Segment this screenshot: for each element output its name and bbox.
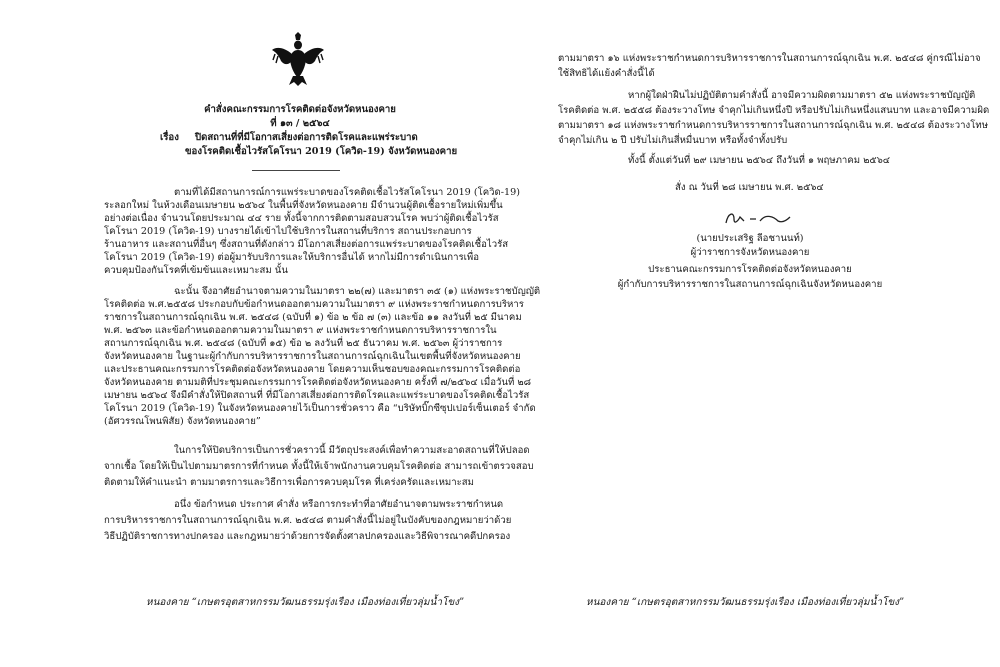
- paragraph-line: สถานการณ์ฉุกเฉิน พ.ศ. ๒๕๔๘ (ฉบับที่ ๑๕) ข้อ ๒ ลงวันที่ ๒๕ ธันวาคม พ.ศ. ๒๕๖๓ ผู้ว่าราชการ: [104, 338, 503, 349]
- order-issuer-title: คำสั่งคณะกรรมการโรคติดต่อจังหวัดหนองคาย: [204, 104, 396, 115]
- penalty-line: ตามมาตรา ๑๘ แห่งพระราชกำหนดการบริหารราชการในสถานการณ์ฉุกเฉิน พ.ศ. ๒๕๔๘ ต้องระวางโทษ: [558, 120, 989, 131]
- order-number: ที่ ๑๓ / ๒๕๖๔: [270, 118, 330, 129]
- paragraph-line: โคโรนา 2019 (โควิด-19) บางรายได้เข้าไปใช้บริการในสถานที่บริการ สถานประกอบการ: [104, 226, 472, 237]
- paragraph-line: จังหวัดหนองคาย ในฐานะผู้กำกับการบริหารราชการในสถานการณ์ฉุกเฉินในเขตพื้นที่จังหวัดหนองคาย: [104, 351, 521, 362]
- paragraph-line: ฉะนั้น จึงอาศัยอำนาจตามความในมาตรา ๒๒(๗) และมาตรา ๓๕ (๑) แห่งพระราชบัญญัติ: [174, 286, 541, 297]
- signature: [722, 205, 792, 229]
- penalty-line: จำคุกไม่เกิน ๒ ปี ปรับไม่เกินสี่หมื่นบาท หรือทั้งจำทั้งปรับ: [558, 135, 788, 146]
- paragraph-line: การบริหารราชการในสถานการณ์ฉุกเฉิน พ.ศ. ๒๕๔๘ ตามคำสั่งนี้ไม่อยู่ในบังคับของกฎหมายว่าด้วย: [104, 515, 512, 526]
- penalty-line: โรคติดต่อ พ.ศ. ๒๕๕๘ ต้องระวางโทษ จำคุกไม่เกินหนึ่งปี หรือปรับไม่เกินหนึ่งแสนบาท และอาจมีความผิด: [558, 105, 990, 116]
- paragraph-line: (อัศวรรณโพนพิสัย) จังหวัดหนองคาย”: [104, 416, 261, 427]
- subject-label: เรื่อง: [160, 132, 179, 143]
- paragraph-line: วิธีปฏิบัติราชการทางปกครอง และกฎหมายว่าด้วยการจัดตั้งศาลปกครองและวิธีพิจารณาคดีปกครอง: [104, 531, 511, 542]
- paragraph-line: เมษายน ๒๕๖๔ จึงมีคำสั่งให้ปิดสถานที่ ที่มีโอกาสเสี่ยงต่อการติดโรคและแพร่ระบาดของโรคติดเชื้อไวรัส: [104, 390, 530, 401]
- subject-line-1: ปิดสถานที่ที่มีโอกาสเสี่ยงต่อการติดโรคและแพร่ระบาด: [195, 132, 418, 143]
- paragraph-line: ติดตามให้คำแนะนำ ตามมาตรการและวิธีการเพื่อการควบคุมโรค ที่เคร่งครัดและเหมาะสม: [104, 477, 474, 488]
- page-footer-slogan: หนองคาย “เกษตรอุตสาหกรรมวัฒนธรรมรุ่งเรือง เมืองท่องเที่ยวลุ่มน้ำโขง”: [586, 597, 905, 608]
- garuda-emblem-icon: [271, 32, 325, 86]
- paragraph-line: อย่างต่อเนื่อง จำนวนโดยประมาณ ๔๔ ราย ทั้งนี้จากการติดตามสอบสวนโรค พบว่าผู้ติดเชื้อไวรัส: [104, 213, 499, 224]
- order-date: สั่ง ณ วันที่ ๒๘ เมษายน พ.ศ. ๒๕๖๔: [675, 182, 824, 193]
- paragraph-line: พ.ศ. ๒๕๖๓ และข้อกำหนดออกตามความในมาตรา ๙ แห่งพระราชกำหนดการบริหารราชการใน: [104, 325, 497, 336]
- signatory-name: (นายประเสริฐ ลีอชานนท์): [696, 233, 804, 244]
- paragraph-line: ระลอกใหม่ ในห้วงเดือนเมษายน ๒๕๖๔ ในพื้นที่จังหวัดหนองคาย มีจำนวนผู้ติดเชื้อรายใหม่เพิ่มขึ้น: [104, 200, 503, 211]
- paragraph-line: จังหวัดหนองคาย ตามมติที่ประชุมคณะกรรมการโรคติดต่อจังหวัดหนองคาย ครั้งที่ ๗/๒๕๖๔ เมื่อวันที่ ๒๘: [104, 377, 532, 388]
- paragraph-line: โคโรนา 2019 (โควิด-19) ต่อผู้มารับบริการและให้บริการอื่นได้ หากไม่มีการดำเนินการเพื่อ: [104, 252, 479, 263]
- continuation-line: ตามมาตรา ๑๖ แห่งพระราชกำหนดการบริหารราชการในสถานการณ์ฉุกเฉิน พ.ศ. ๒๕๔๘ คู่กรณีไม่อาจ: [558, 53, 981, 64]
- paragraph-line: ร้านอาหาร และสถานที่อื่นๆ ซึ่งสถานที่ดังกล่าว มีโอกาสเสี่ยงต่อการแพร่ระบาดของโรคติดเชื้อไวรัส: [104, 239, 509, 250]
- paragraph-line: อนึ่ง ข้อกำหนด ประกาศ คำสั่ง หรือการกระทำที่อาศัยอำนาจตามพระราชกำหนด: [174, 499, 504, 510]
- penalty-line: หากผู้ใดฝ่าฝืนไม่ปฏิบัติตามคำสั่งนี้ อาจมีความผิดตามมาตรา ๕๒ แห่งพระราชบัญญัติ: [628, 90, 976, 101]
- paragraph-line: โคโรนา 2019 (โควิด-19) ในจังหวัดหนองคายไว้เป็นการชั่วคราว คือ “บริษัทบิ๊กซีซุปเปอร์เซ็นเตอร์ จำกัด: [104, 403, 536, 414]
- paragraph-line: ตามที่ได้มีสถานการณ์การแพร่ระบาดของโรคติดเชื้อไวรัสโคโรนา 2019 (โควิด-19): [174, 187, 520, 198]
- title-divider: [252, 170, 340, 171]
- effective-period: ทั้งนี้ ตั้งแต่วันที่ ๒๙ เมษายน ๒๕๖๔ ถึงวันที่ ๑ พฤษภาคม ๒๕๖๔: [628, 155, 891, 166]
- paragraph-line: ควบคุมป้องกันโรคที่เข้มข้นและเหมาะสม นั้น: [104, 265, 288, 276]
- paragraph-line: ในการให้ปิดบริการเป็นการชั่วคราวนี้ มีวัตถุประสงค์เพื่อทำความสะอาดสถานที่ให้ปลอด: [174, 445, 530, 456]
- subject-line-2: ของโรคติดเชื้อไวรัสโคโรนา 2019 (โควิด-19) จังหวัดหนองคาย: [185, 146, 458, 157]
- continuation-line: ใช้สิทธิได้แย้งคำสั่งนี้ได้: [558, 68, 655, 79]
- document-page-right: [500, 0, 1000, 667]
- paragraph-line: โรคติดต่อ พ.ศ.๒๕๕๘ ประกอบกับข้อกำหนดออกตามความในมาตรา ๙ แห่งพระราชกำหนดการบริหาร: [104, 299, 524, 310]
- paragraph-line: จากเชื้อ โดยให้เป็นไปตามมาตรการที่กำหนด ทั้งนี้ให้เจ้าพนักงานควบคุมโรคติดต่อ สามารถเข้าตรวจสอบ: [104, 461, 534, 472]
- signatory-title: ผู้ว่าราชการจังหวัดหนองคาย: [690, 247, 810, 258]
- signatory-title: ผู้กำกับการบริหารราชการในสถานการณ์ฉุกเฉินจังหวัดหนองคาย: [617, 279, 883, 290]
- paragraph-line: ราชการในสถานการณ์ฉุกเฉิน พ.ศ. ๒๕๔๘ (ฉบับที่ ๑) ข้อ ๒ ข้อ ๗ (๓) และข้อ ๑๑ ลงวันที่ ๒๕ มีนาคม: [104, 312, 522, 323]
- paragraph-line: และประธานคณะกรรมการโรคติดต่อจังหวัดหนองคาย โดยความเห็นชอบของคณะกรรมการโรคติดต่อ: [104, 364, 521, 375]
- page-footer-slogan: หนองคาย “เกษตรอุตสาหกรรมวัฒนธรรมรุ่งเรือง เมืองท่องเที่ยวลุ่มน้ำโขง”: [146, 597, 465, 608]
- signatory-title: ประธานคณะกรรมการโรคติดต่อจังหวัดหนองคาย: [648, 264, 852, 275]
